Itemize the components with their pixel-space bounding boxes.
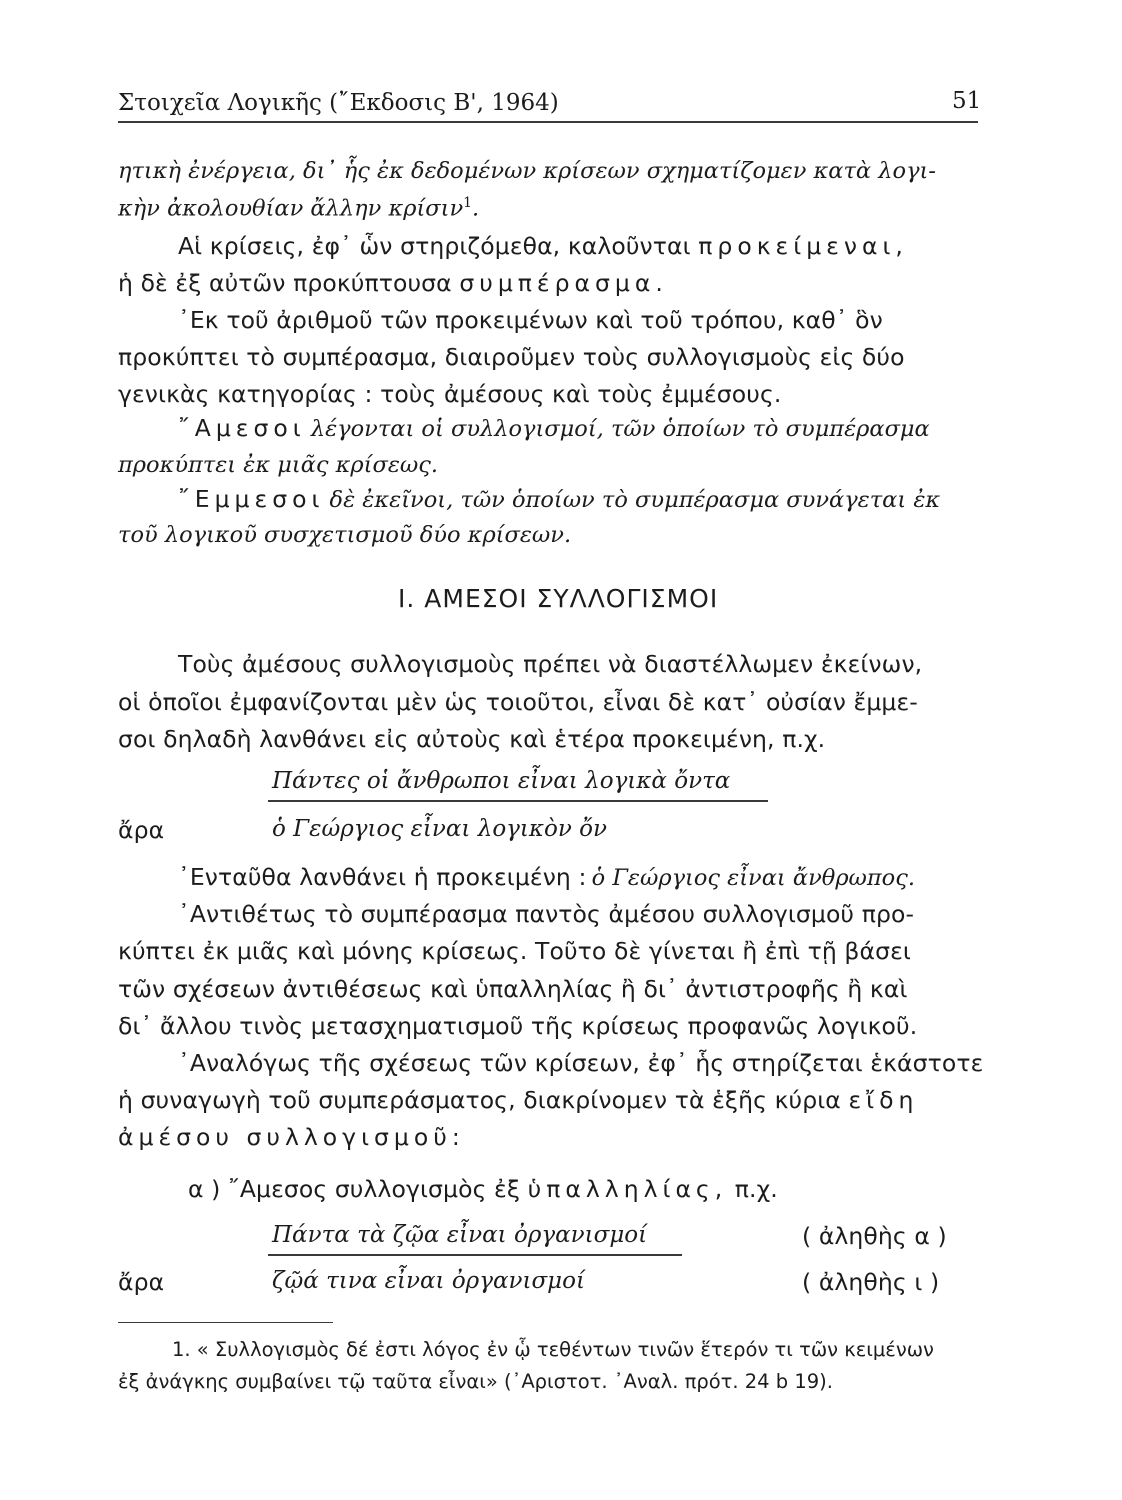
example-1-ara: ἄρα	[118, 816, 165, 844]
premises-definition	[178, 232, 908, 260]
mediate-definition-text: δὲ ἐκεῖνοι, τῶν ὁποίων τὸ συμπέρασμα συνάγεται ἐκ	[329, 487, 941, 513]
section-p1-line-3: σοι δηλαδὴ λανθάνει εἰς αὐτοὺς καὶ ἑτέρα προκειμένη, π.χ.	[118, 725, 826, 753]
premises-definition-text: Αἱ κρίσεις, ἐφ᾽ ὧν στηριζόμεθα, καλοῦνται	[178, 232, 691, 260]
example-1-premise: Πάντες οἱ ἄνθρωποι εἶναι λογικὰ ὄντα	[272, 768, 731, 794]
term-conclusion: συμπέρασμα.	[459, 269, 668, 297]
footnote-line-1: 1. « Συλλογισμὸς δέ ἐστι λόγος ἐν ᾧ τεθέντων τινῶν ἕτερόν τι τῶν κειμένων	[172, 1338, 934, 1361]
term-subalternation: ὑπαλληλίας,	[527, 1175, 728, 1203]
section-p4-line-1: ᾽Αναλόγως τῆς σχέσεως τῶν κρίσεων, ἐφ᾽ ἧς στηρίζεται ἑκάστοτε	[178, 1049, 984, 1077]
immediate-definition-line-1	[178, 414, 930, 442]
immediate-definition-text: λέγονται οἱ συλλογισμοί, τῶν ὁποίων τὸ συμπέρασμα	[310, 416, 930, 442]
term-immediate: ῎Αμεσοι	[178, 414, 306, 442]
section-heading: Ι. ΑΜΕΣΟΙ ΣΥΛΛΟΓΙΣΜΟΙ	[398, 584, 719, 613]
example-2-premise: Πάντα τὰ ζῷα εἶναι ὀργανισμοί	[272, 1222, 648, 1248]
footnote-marker: 1	[463, 195, 473, 211]
term-immediate-syllogism: ἀμέσου συλλογισμοῦ:	[118, 1123, 465, 1151]
example-1-conclusion: ὁ Γεώργιος εἶναι λογικὸν ὄν	[272, 816, 607, 842]
page-number: 51	[952, 88, 982, 114]
item-a-label: α ) ῎Αμεσος συλλογισμὸς ἐξ	[188, 1175, 521, 1203]
term-mediate: ῎Εμμεσοι	[178, 485, 325, 513]
conclusion-definition-text: ἡ δὲ ἐξ αὐτῶν προκύπτουσα	[118, 269, 452, 297]
section-p1-line-1: Τοὺς ἀμέσους συλλογισμοὺς πρέπει νὰ διαστέλλωμεν ἐκείνων,	[178, 650, 923, 678]
classification-line-1: ᾽Εκ τοῦ ἀριθμοῦ τῶν προκειμένων καὶ τοῦ τρόπου, καθ᾽ ὃν	[178, 306, 883, 334]
running-title: Στοιχεῖα Λογικῆς (῎Εκδοσις Β', 1964)	[118, 90, 559, 116]
example-2-premise-tag: ( ἀληθὴς α )	[802, 1222, 947, 1250]
section-p4-line-2-text: ἡ συναγωγὴ τοῦ συμπεράσματος, διακρίνομεν τὰ ἑξῆς κύρια	[118, 1086, 841, 1114]
intro-line-2-end: .	[472, 195, 480, 222]
footnote-rule	[118, 1322, 333, 1323]
example-2-conclusion: ζῷά τινα εἶναι ὀργανισμοί	[272, 1268, 585, 1294]
intro-line-2	[118, 195, 479, 222]
intro-line-2-text: κὴν ἀκολουθίαν ἄλλην κρίσιν	[118, 195, 464, 222]
item-a-end: π.χ.	[734, 1175, 778, 1203]
term-premises: προκείμεναι,	[698, 232, 908, 260]
header-rule	[118, 121, 978, 123]
item-a	[188, 1175, 778, 1203]
example-2-rule	[268, 1254, 682, 1256]
section-p4-line-2	[118, 1086, 918, 1114]
section-p3-line-2: κύπτει ἐκ μιᾶς καὶ μόνης κρίσεως. Τοῦτο δὲ γίνεται ἢ ἐπὶ τῇ βάσει	[118, 937, 911, 965]
example-2-ara: ἄρα	[118, 1268, 165, 1296]
example-2-conclusion-tag: ( ἀληθὴς ι )	[802, 1268, 940, 1296]
immediate-definition-line-2: προκύπτει ἐκ μιᾶς κρίσεως.	[118, 452, 438, 478]
conclusion-definition	[118, 269, 668, 297]
section-p3-line-1: ᾽Αντιθέτως τὸ συμπέρασμα παντὸς ἀμέσου συλλογισμοῦ προ-	[178, 900, 915, 928]
classification-line-3: γενικὰς κατηγορίας : τοὺς ἀμέσους καὶ τοὺς ἐμμέσους.	[118, 380, 782, 408]
section-p3-line-3: τῶν σχέσεων ἀντιθέσεως καὶ ὑπαλληλίας ἢ δι᾽ ἀντιστροφῆς ἢ καὶ	[118, 975, 908, 1003]
hidden-premise-italic: ὁ Γεώργιος εἶναι ἄνθρωπος.	[591, 865, 915, 891]
hidden-premise-text: ᾽Ενταῦθα λανθάνει ἡ προκειμένη :	[178, 863, 587, 891]
mediate-definition-line-2: τοῦ λογικοῦ συσχετισμοῦ δύο κρίσεων.	[118, 522, 572, 548]
section-p1-line-2: οἱ ὁποῖοι ἐμφανίζονται μὲν ὡς τοιοῦτοι, εἶναι δὲ κατ᾽ οὐσίαν ἔμμε-	[118, 688, 918, 716]
classification-line-2: προκύπτει τὸ συμπέρασμα, διαιροῦμεν τοὺς συλλογισμοὺς εἰς δύο	[118, 343, 905, 371]
footnote-line-2: ἐξ ἀνάγκης συμβαίνει τῷ ταῦτα εἶναι» (᾽Αριστοτ. ᾽Αναλ. πρότ. 24 b 19).	[118, 1370, 833, 1393]
example-1-rule	[268, 800, 768, 802]
mediate-definition-line-1	[178, 485, 940, 513]
section-p3-line-4: δι᾽ ἄλλου τινὸς μετασχηματισμοῦ τῆς κρίσεως προφανῶς λογικοῦ.	[118, 1012, 918, 1040]
term-kinds: εἴδη	[848, 1086, 919, 1114]
intro-line-1: ητικὴ ἐνέργεια, δι᾽ ἧς ἐκ δεδομένων κρίσεων σχηματίζομεν κατὰ λογι-	[118, 158, 936, 184]
hidden-premise-line	[178, 863, 915, 891]
